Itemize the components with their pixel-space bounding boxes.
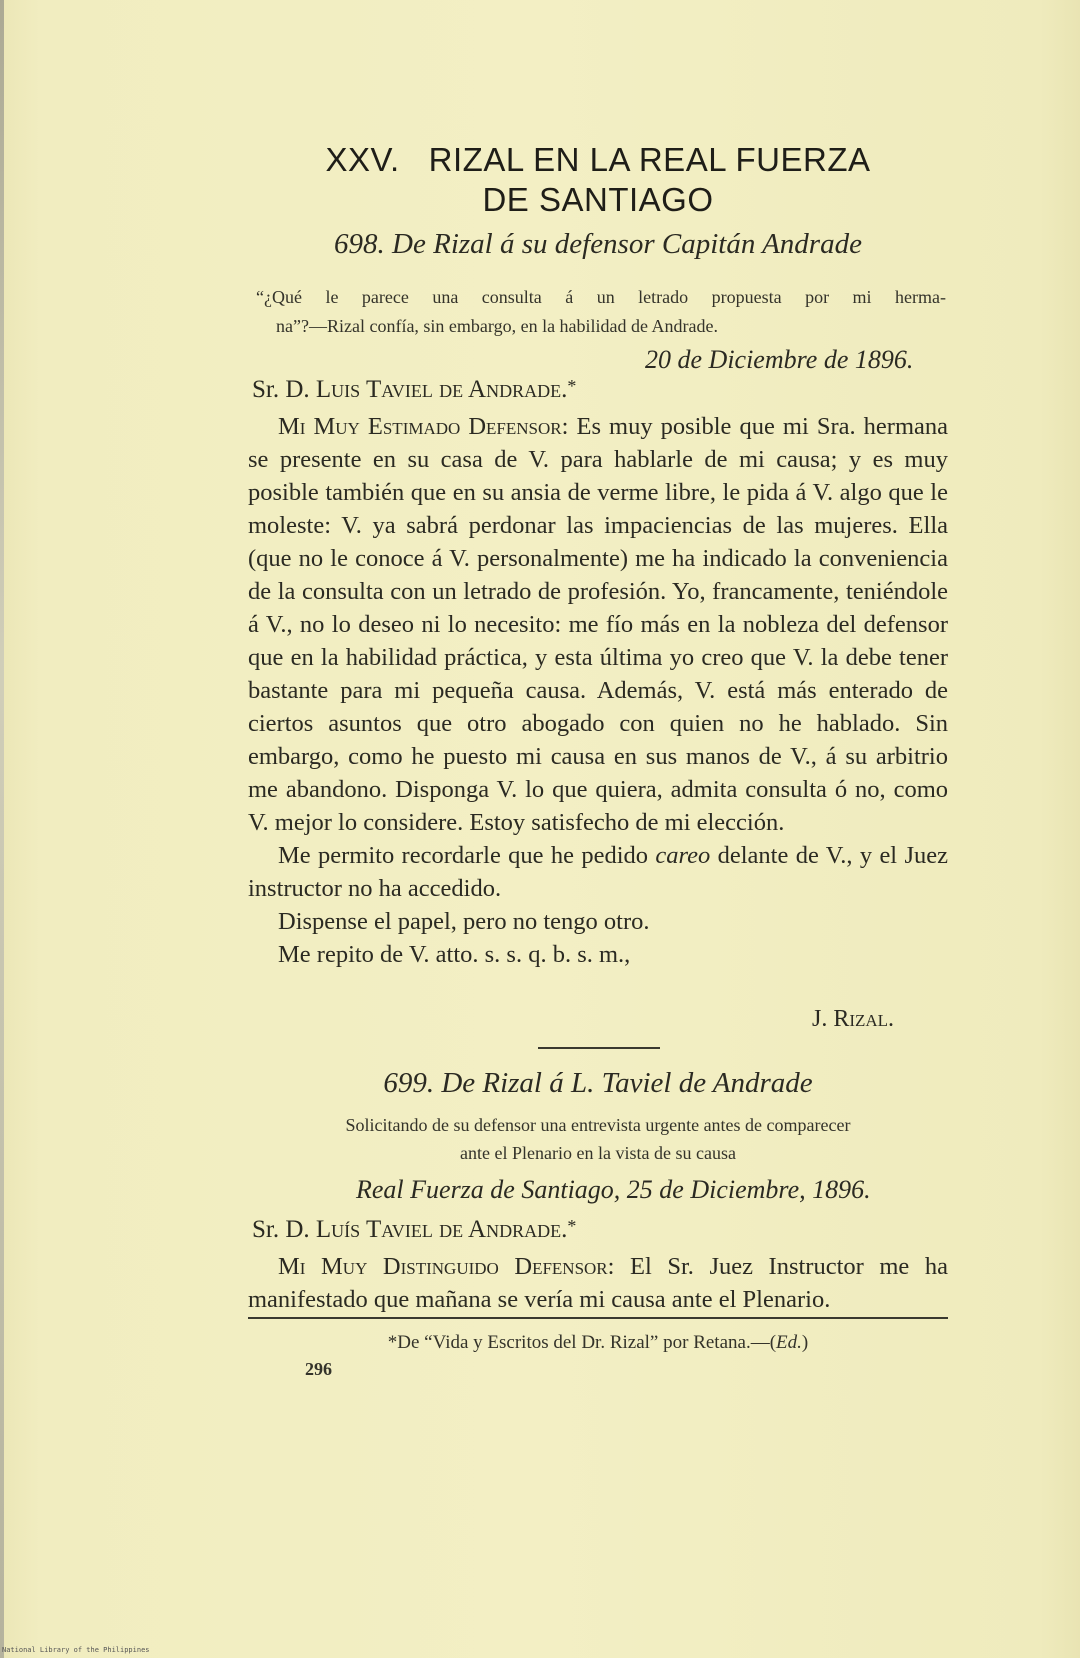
footnote <box>248 1332 948 1354</box>
letter-698-dateline: 20 de Diciembre de 1896. <box>645 345 914 374</box>
letter-698-paragraph-2 <box>248 839 948 905</box>
letter-698-body <box>248 410 948 971</box>
letter-699-dateline: Real Fuerza de Santiago, 25 de Diciembre, 1896. <box>356 1175 871 1204</box>
chapter-title <box>248 140 948 220</box>
footnote-rule <box>248 1317 948 1319</box>
paragraph-text: : Es muy posible que mi Sra. hermana se presente en su casa de V. para hablarle de mi causa; y es muy posible también que en su ansia de verme libre, le pida á V. algo que le moleste: V. ya sabrá perdonar las impaciencias de las mujeres. Ella (que no le conoce á V. personalmente) me ha indicado la conveniencia de la consulta con un letrado de profesión. Yo, francamente, teniéndole á V., no lo deseo ni lo necesito: me fío más en la nobleza del defensor que en la habilidad práctica, y esta última yo creo que V. la debe tener bastante para mi pequeña causa. Además, V. está más enterado de ciertos asuntos que otro abogado con quien no he hablado. Sin embargo, como he puesto mi causa en sus manos de V., á su arbitrio me abandono. Disponga V. lo que quiera, admita consulta ó no, como V. mejor lo considere. Estoy satisfecho de mi elección. <box>248 413 948 836</box>
salutation: Mi Muy Estimado Defensor <box>278 413 562 440</box>
paragraph-text: Me permito recordarle que he pedido <box>278 842 656 869</box>
footnote-text: ) <box>801 1332 809 1353</box>
letter-698-paragraph-4: Me repito de V. atto. s. s. q. b. s. m., <box>278 941 631 968</box>
addressee-name: Luis Taviel de Andrade. <box>315 376 568 403</box>
letter-698-heading: 698. De Rizal á su defensor Capitán Andrade <box>334 228 862 260</box>
section-divider <box>538 1047 660 1049</box>
letter-698-signature: J. Rizal. <box>812 1006 895 1032</box>
letter-698-summary-line1: “¿Qué le parece una consulta á un letrado propuesta por mi herma- <box>256 287 946 307</box>
letter-698-addressee <box>252 376 576 404</box>
chapter-title-line2: DE SANTIAGO <box>482 181 714 218</box>
addressee-prefix: Sr. D. <box>252 1216 316 1243</box>
paragraph-text: delante de V., y el Juez instructor no ha accedido. <box>248 842 948 902</box>
letter-699-paragraph-1 <box>248 1250 948 1316</box>
addressee-name: Luís Taviel de Andrade. <box>315 1216 568 1243</box>
letter-699-heading: 699. De Rizal á L. Taviel de Andrade <box>383 1067 813 1099</box>
page-number: 296 <box>305 1359 332 1379</box>
library-credit: National Library of the Philippines <box>2 1646 150 1654</box>
letter-698-summary-line2: na”?—Rizal confía, sin embargo, en la habilidad de Andrade. <box>276 316 719 336</box>
footnote-text: *De “Vida y Escritos del Dr. Rizal” por Retana.—( <box>387 1332 777 1353</box>
chapter-title-line1: XXV. RIZAL EN LA REAL FUERZA <box>325 141 871 178</box>
letter-698-paragraph-1 <box>248 410 948 839</box>
letter-699-addressee <box>252 1216 576 1244</box>
paragraph-text: : El Sr. Juez Instructor me ha manifestado que mañana se vería mi causa ante el Plenario. <box>248 1253 948 1313</box>
addressee-prefix: Sr. D. <box>252 376 316 403</box>
letter-699-body <box>248 1250 948 1316</box>
italic-term: careo <box>655 842 711 869</box>
footnote-mark: * <box>567 376 577 396</box>
letter-699-summary-line2: ante el Plenario en la vista de su causa <box>460 1143 736 1163</box>
salutation: Mi Muy Distinguido Defensor <box>278 1253 608 1280</box>
footnote-mark: * <box>567 1216 577 1236</box>
letter-699-summary-line1: Solicitando de su defensor una entrevista urgente antes de comparecer <box>345 1115 851 1135</box>
footnote-editor: Ed. <box>776 1332 802 1353</box>
scan-edge <box>0 0 4 1658</box>
letter-698-paragraph-3: Dispense el papel, pero no tengo otro. <box>278 908 650 935</box>
